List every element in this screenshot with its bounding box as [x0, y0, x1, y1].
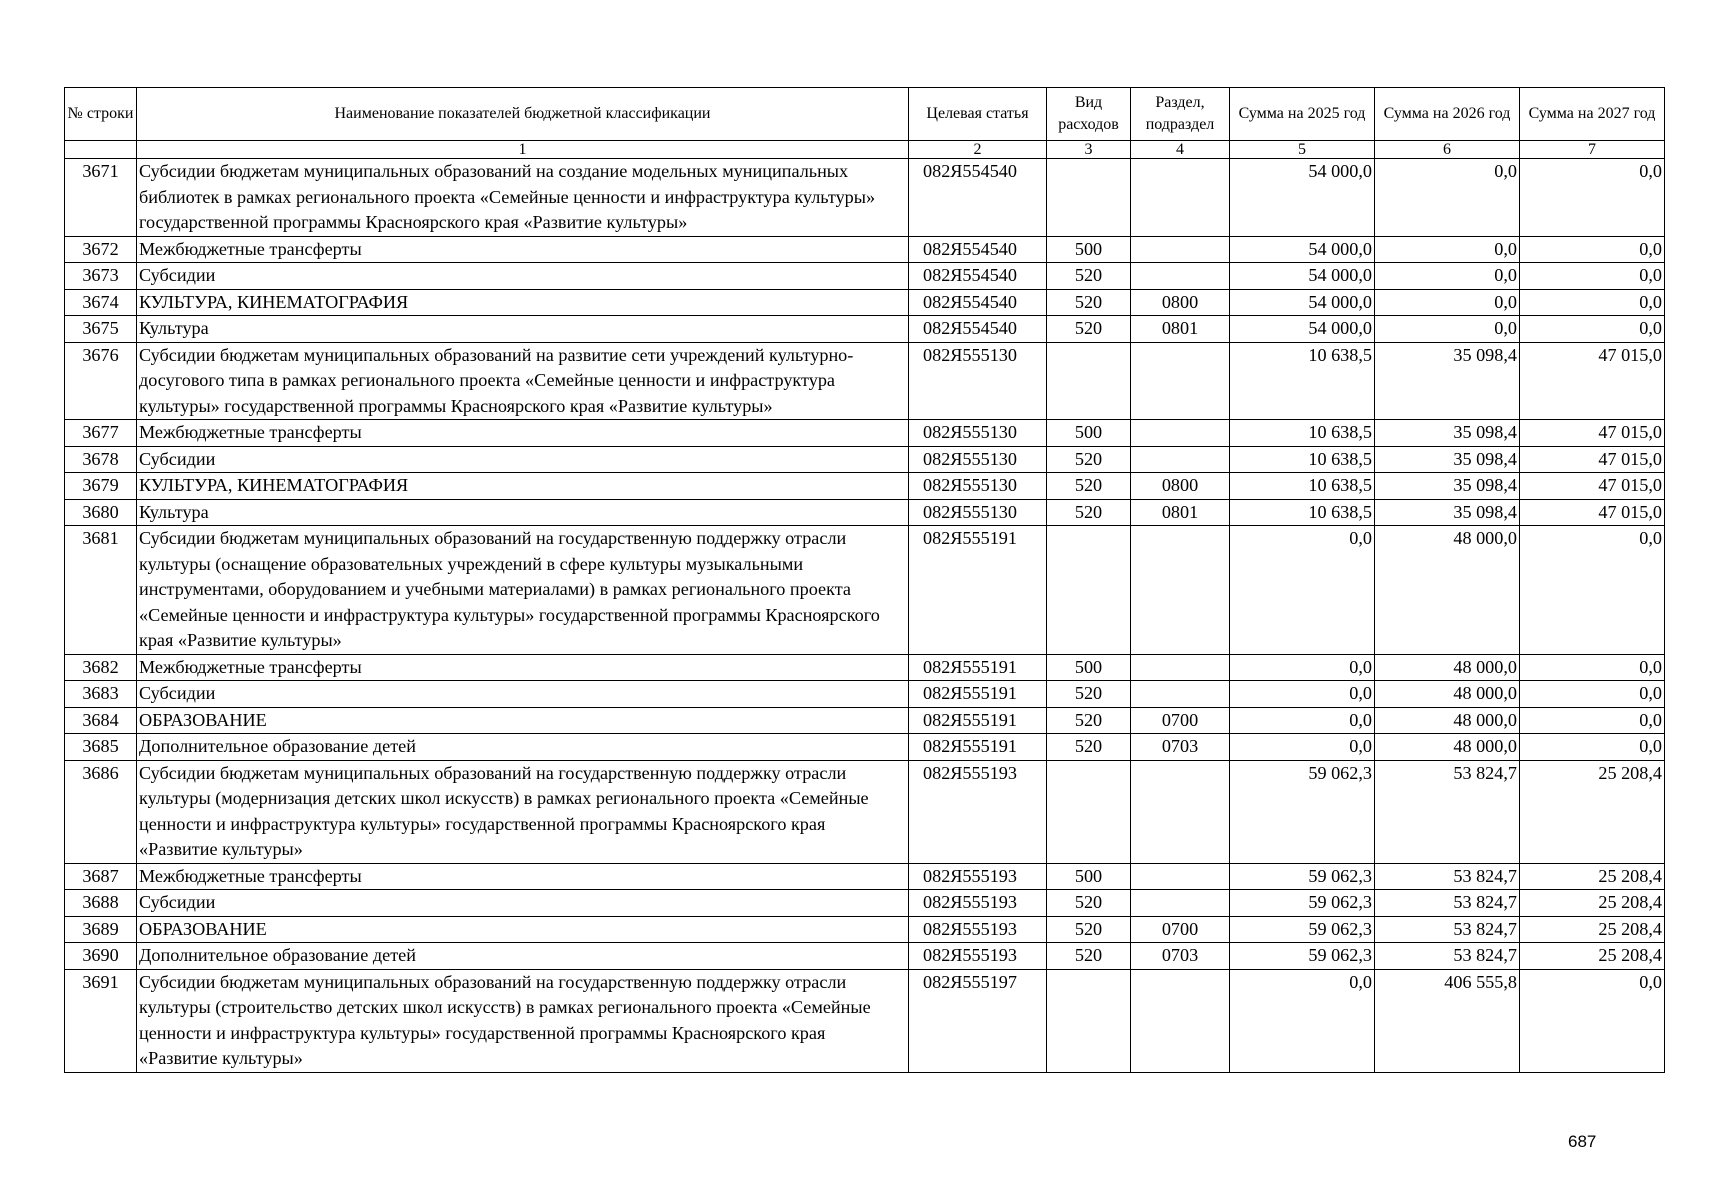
sum-2025-cell: 59 062,3	[1230, 943, 1375, 970]
column-number: 4	[1131, 141, 1230, 159]
sum-2027-cell: 25 208,4	[1520, 863, 1665, 890]
row-number-cell: 3678	[65, 446, 137, 473]
section-cell	[1131, 681, 1230, 708]
sum-2027-cell: 25 208,4	[1520, 890, 1665, 917]
row-number-cell: 3691	[65, 969, 137, 1072]
target-article-cell: 082Я555191	[909, 707, 1047, 734]
sum-2026-cell: 53 824,7	[1375, 863, 1520, 890]
sum-2027-cell: 0,0	[1520, 263, 1665, 290]
sum-2025-cell: 59 062,3	[1230, 863, 1375, 890]
section-cell	[1131, 236, 1230, 263]
section-cell: 0801	[1131, 499, 1230, 526]
sum-2025-cell: 54 000,0	[1230, 263, 1375, 290]
sum-2025-cell: 59 062,3	[1230, 916, 1375, 943]
row-number-cell: 3677	[65, 420, 137, 447]
table-row	[65, 316, 1665, 343]
sum-2025-cell: 54 000,0	[1230, 289, 1375, 316]
section-cell	[1131, 263, 1230, 290]
sum-2026-cell: 35 098,4	[1375, 499, 1520, 526]
target-article-cell: 082Я555193	[909, 916, 1047, 943]
column-number: 1	[137, 141, 909, 159]
target-article-cell: 082Я554540	[909, 316, 1047, 343]
expense-kind-cell: 500	[1047, 420, 1131, 447]
indicator-name-cell: Межбюджетные трансферты	[137, 236, 909, 263]
target-article-cell: 082Я555193	[909, 760, 1047, 863]
row-number-cell: 3686	[65, 760, 137, 863]
header-row-no: № строки	[65, 88, 137, 141]
expense-kind-cell: 520	[1047, 289, 1131, 316]
indicator-name-cell: Субсидии	[137, 681, 909, 708]
sum-2027-cell: 0,0	[1520, 681, 1665, 708]
expense-kind-cell: 520	[1047, 943, 1131, 970]
expense-kind-cell: 520	[1047, 316, 1131, 343]
section-cell	[1131, 526, 1230, 655]
sum-2027-cell: 0,0	[1520, 289, 1665, 316]
header-sum-2027: Сумма на 2027 год	[1520, 88, 1665, 141]
indicator-name-cell: ОБРАЗОВАНИЕ	[137, 707, 909, 734]
sum-2026-cell: 48 000,0	[1375, 654, 1520, 681]
sum-2025-cell: 0,0	[1230, 681, 1375, 708]
target-article-cell: 082Я555193	[909, 863, 1047, 890]
header-row	[65, 88, 1665, 141]
indicator-name-cell: Субсидии	[137, 263, 909, 290]
section-cell	[1131, 446, 1230, 473]
table-row	[65, 159, 1665, 237]
sum-2027-cell: 0,0	[1520, 969, 1665, 1072]
indicator-name-cell: Субсидии бюджетам муниципальных образований на государственную поддержку отрасли культуры (оснащение образовательных учреждений в сфере культуры музыкальными инструментами, оборудованием и учебными материалами) в рамках регионального проекта «Семейные ценности и инфраструктура культуры» государственной программы Красноярского края «Развитие культуры»	[137, 526, 909, 655]
table-row	[65, 734, 1665, 761]
target-article-cell: 082Я555191	[909, 681, 1047, 708]
sum-2026-cell: 0,0	[1375, 236, 1520, 263]
indicator-name-cell: ОБРАЗОВАНИЕ	[137, 916, 909, 943]
budget-table	[64, 87, 1665, 1073]
table-row	[65, 446, 1665, 473]
table-row	[65, 499, 1665, 526]
row-number-cell: 3688	[65, 890, 137, 917]
sum-2026-cell: 0,0	[1375, 159, 1520, 237]
target-article-cell: 082Я554540	[909, 236, 1047, 263]
expense-kind-cell: 520	[1047, 263, 1131, 290]
indicator-name-cell: Субсидии бюджетам муниципальных образований на государственную поддержку отрасли культуры (модернизация детских школ искусств) в рамках регионального проекта «Семейные ценности и инфраструктура культуры» государственной программы Красноярского края «Развитие культуры»	[137, 760, 909, 863]
indicator-name-cell: Субсидии	[137, 890, 909, 917]
row-number-cell: 3689	[65, 916, 137, 943]
column-number: 5	[1230, 141, 1375, 159]
section-cell	[1131, 654, 1230, 681]
sum-2026-cell: 48 000,0	[1375, 526, 1520, 655]
section-cell	[1131, 863, 1230, 890]
expense-kind-cell	[1047, 526, 1131, 655]
sum-2026-cell: 53 824,7	[1375, 943, 1520, 970]
table-row	[65, 890, 1665, 917]
header-sum-2025: Сумма на 2025 год	[1230, 88, 1375, 141]
row-number-cell: 3685	[65, 734, 137, 761]
expense-kind-cell: 520	[1047, 473, 1131, 500]
table-row	[65, 681, 1665, 708]
section-cell: 0703	[1131, 943, 1230, 970]
indicator-name-cell: КУЛЬТУРА, КИНЕМАТОГРАФИЯ	[137, 289, 909, 316]
target-article-cell: 082Я555193	[909, 890, 1047, 917]
sum-2026-cell: 0,0	[1375, 263, 1520, 290]
table-row	[65, 943, 1665, 970]
target-article-cell: 082Я555193	[909, 943, 1047, 970]
expense-kind-cell: 500	[1047, 236, 1131, 263]
sum-2025-cell: 54 000,0	[1230, 236, 1375, 263]
sum-2025-cell: 54 000,0	[1230, 316, 1375, 343]
column-number: 7	[1520, 141, 1665, 159]
sum-2027-cell: 47 015,0	[1520, 473, 1665, 500]
indicator-name-cell: Субсидии бюджетам муниципальных образований на создание модельных муниципальных библиотек в рамках регионального проекта «Семейные ценности и инфраструктура культуры» государственной программы Красноярского края «Развитие культуры»	[137, 159, 909, 237]
table-row	[65, 263, 1665, 290]
expense-kind-cell: 520	[1047, 707, 1131, 734]
target-article-cell: 082Я555130	[909, 499, 1047, 526]
sum-2026-cell: 35 098,4	[1375, 342, 1520, 420]
sum-2025-cell: 59 062,3	[1230, 890, 1375, 917]
section-cell: 0700	[1131, 916, 1230, 943]
section-cell: 0700	[1131, 707, 1230, 734]
header-sum-2026: Сумма на 2026 год	[1375, 88, 1520, 141]
sum-2026-cell: 48 000,0	[1375, 681, 1520, 708]
table-body	[65, 159, 1665, 1073]
row-number-cell: 3681	[65, 526, 137, 655]
sum-2027-cell: 0,0	[1520, 654, 1665, 681]
expense-kind-cell: 520	[1047, 916, 1131, 943]
table-row	[65, 863, 1665, 890]
row-number-cell: 3687	[65, 863, 137, 890]
expense-kind-cell: 520	[1047, 499, 1131, 526]
sum-2026-cell: 35 098,4	[1375, 446, 1520, 473]
indicator-name-cell: Межбюджетные трансферты	[137, 654, 909, 681]
section-cell: 0801	[1131, 316, 1230, 343]
row-number-cell: 3674	[65, 289, 137, 316]
table-row	[65, 236, 1665, 263]
expense-kind-cell	[1047, 159, 1131, 237]
sum-2026-cell: 406 555,8	[1375, 969, 1520, 1072]
sum-2026-cell: 35 098,4	[1375, 420, 1520, 447]
expense-kind-cell	[1047, 969, 1131, 1072]
sum-2026-cell: 48 000,0	[1375, 707, 1520, 734]
target-article-cell: 082Я554540	[909, 289, 1047, 316]
row-number-cell: 3672	[65, 236, 137, 263]
section-cell	[1131, 760, 1230, 863]
indicator-name-cell: Межбюджетные трансферты	[137, 863, 909, 890]
sum-2025-cell: 59 062,3	[1230, 760, 1375, 863]
sum-2027-cell: 47 015,0	[1520, 420, 1665, 447]
page-number: 687	[1568, 1132, 1597, 1151]
indicator-name-cell: Культура	[137, 499, 909, 526]
table-row	[65, 526, 1665, 655]
sum-2027-cell: 25 208,4	[1520, 943, 1665, 970]
table-row	[65, 969, 1665, 1072]
column-numbers-row	[65, 141, 1665, 159]
sum-2027-cell: 0,0	[1520, 316, 1665, 343]
sum-2027-cell: 25 208,4	[1520, 760, 1665, 863]
indicator-name-cell: Субсидии бюджетам муниципальных образований на государственную поддержку отрасли культуры (строительство детских школ искусств) в рамках регионального проекта «Семейные ценности и инфраструктура культуры» государственной программы Красноярского края «Развитие культуры»	[137, 969, 909, 1072]
header-name: Наименование показателей бюджетной классификации	[137, 88, 909, 141]
sum-2027-cell: 0,0	[1520, 236, 1665, 263]
row-number-cell: 3680	[65, 499, 137, 526]
expense-kind-cell: 520	[1047, 446, 1131, 473]
sum-2025-cell: 0,0	[1230, 526, 1375, 655]
sum-2026-cell: 53 824,7	[1375, 916, 1520, 943]
section-cell	[1131, 342, 1230, 420]
section-cell: 0800	[1131, 289, 1230, 316]
target-article-cell: 082Я554540	[909, 159, 1047, 237]
sum-2025-cell: 54 000,0	[1230, 159, 1375, 237]
expense-kind-cell	[1047, 760, 1131, 863]
section-cell	[1131, 969, 1230, 1072]
target-article-cell: 082Я555191	[909, 734, 1047, 761]
table-row	[65, 420, 1665, 447]
target-article-cell: 082Я554540	[909, 263, 1047, 290]
indicator-name-cell: КУЛЬТУРА, КИНЕМАТОГРАФИЯ	[137, 473, 909, 500]
sum-2025-cell: 10 638,5	[1230, 473, 1375, 500]
indicator-name-cell: Культура	[137, 316, 909, 343]
row-number-cell: 3675	[65, 316, 137, 343]
indicator-name-cell: Дополнительное образование детей	[137, 734, 909, 761]
section-cell: 0800	[1131, 473, 1230, 500]
sum-2026-cell: 53 824,7	[1375, 760, 1520, 863]
sum-2026-cell: 0,0	[1375, 316, 1520, 343]
sum-2026-cell: 48 000,0	[1375, 734, 1520, 761]
sum-2026-cell: 0,0	[1375, 289, 1520, 316]
sum-2027-cell: 47 015,0	[1520, 342, 1665, 420]
sum-2027-cell: 47 015,0	[1520, 446, 1665, 473]
target-article-cell: 082Я555130	[909, 446, 1047, 473]
expense-kind-cell: 500	[1047, 654, 1131, 681]
row-number-cell: 3682	[65, 654, 137, 681]
column-number: 2	[909, 141, 1047, 159]
sum-2025-cell: 10 638,5	[1230, 420, 1375, 447]
target-article-cell: 082Я555130	[909, 473, 1047, 500]
indicator-name-cell: Субсидии бюджетам муниципальных образований на развитие сети учреждений культурно-досугового типа в рамках регионального проекта «Семейные ценности и инфраструктура культуры» государственной программы Красноярского края «Развитие культуры»	[137, 342, 909, 420]
section-cell	[1131, 420, 1230, 447]
row-number-cell: 3679	[65, 473, 137, 500]
target-article-cell: 082Я555197	[909, 969, 1047, 1072]
sum-2026-cell: 53 824,7	[1375, 890, 1520, 917]
sum-2027-cell: 0,0	[1520, 159, 1665, 237]
sum-2027-cell: 0,0	[1520, 707, 1665, 734]
row-number-cell: 3684	[65, 707, 137, 734]
table-row	[65, 760, 1665, 863]
target-article-cell: 082Я555130	[909, 342, 1047, 420]
sum-2025-cell: 10 638,5	[1230, 499, 1375, 526]
sum-2025-cell: 0,0	[1230, 969, 1375, 1072]
sum-2027-cell: 0,0	[1520, 526, 1665, 655]
expense-kind-cell: 520	[1047, 890, 1131, 917]
sum-2025-cell: 0,0	[1230, 707, 1375, 734]
column-number: 3	[1047, 141, 1131, 159]
header-section: Раздел, подраздел	[1131, 88, 1230, 141]
expense-kind-cell: 520	[1047, 681, 1131, 708]
header-kind: Вид расходов	[1047, 88, 1131, 141]
sum-2025-cell: 0,0	[1230, 654, 1375, 681]
target-article-cell: 082Я555191	[909, 654, 1047, 681]
row-number-cell: 3676	[65, 342, 137, 420]
row-number-cell: 3673	[65, 263, 137, 290]
sum-2025-cell: 0,0	[1230, 734, 1375, 761]
indicator-name-cell: Дополнительное образование детей	[137, 943, 909, 970]
table-row	[65, 342, 1665, 420]
table-row	[65, 473, 1665, 500]
table-row	[65, 916, 1665, 943]
sum-2025-cell: 10 638,5	[1230, 446, 1375, 473]
target-article-cell: 082Я555130	[909, 420, 1047, 447]
expense-kind-cell: 520	[1047, 734, 1131, 761]
header-target: Целевая статья	[909, 88, 1047, 141]
expense-kind-cell: 500	[1047, 863, 1131, 890]
table-row	[65, 289, 1665, 316]
row-number-cell: 3671	[65, 159, 137, 237]
target-article-cell: 082Я555191	[909, 526, 1047, 655]
table-header	[65, 88, 1665, 159]
column-number: 6	[1375, 141, 1520, 159]
sum-2027-cell: 47 015,0	[1520, 499, 1665, 526]
sum-2025-cell: 10 638,5	[1230, 342, 1375, 420]
table-row	[65, 707, 1665, 734]
indicator-name-cell: Субсидии	[137, 446, 909, 473]
section-cell: 0703	[1131, 734, 1230, 761]
expense-kind-cell	[1047, 342, 1131, 420]
indicator-name-cell: Межбюджетные трансферты	[137, 420, 909, 447]
column-number	[65, 141, 137, 159]
sum-2026-cell: 35 098,4	[1375, 473, 1520, 500]
row-number-cell: 3690	[65, 943, 137, 970]
sum-2027-cell: 0,0	[1520, 734, 1665, 761]
section-cell	[1131, 159, 1230, 237]
table-row	[65, 654, 1665, 681]
section-cell	[1131, 890, 1230, 917]
row-number-cell: 3683	[65, 681, 137, 708]
sum-2027-cell: 25 208,4	[1520, 916, 1665, 943]
